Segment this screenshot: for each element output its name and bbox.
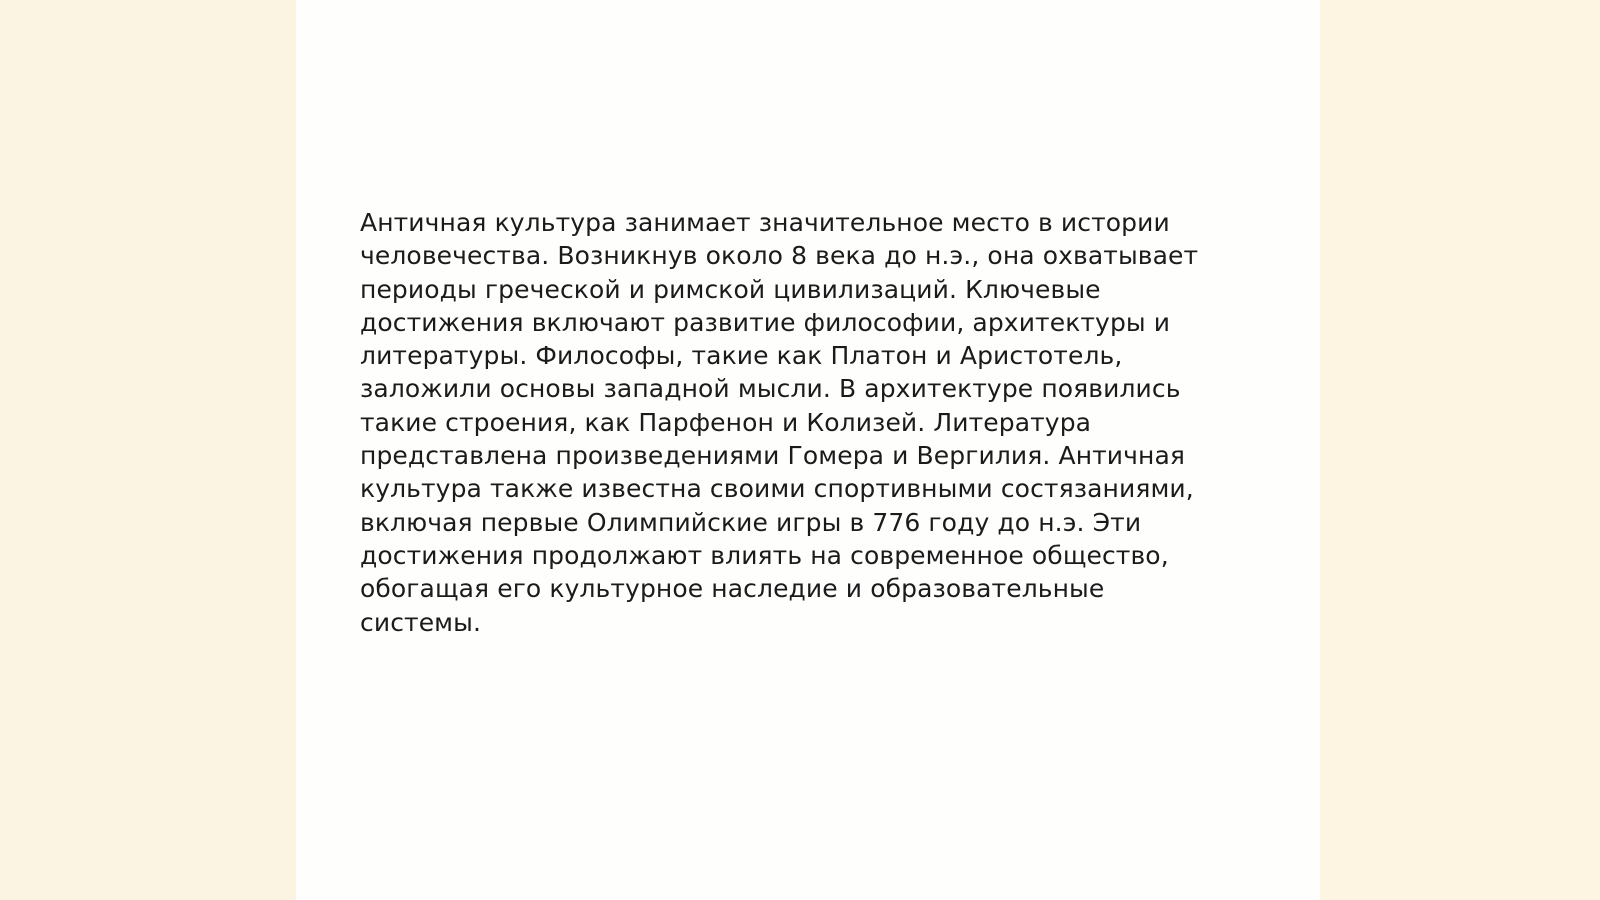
body-line: такие строения, как Парфенон и Колизей. Литература <box>360 407 1092 437</box>
slide-body-text <box>360 206 1240 639</box>
body-line: представлена произведениями Гомера и Вергилия. Античная <box>360 441 1186 471</box>
body-line: включая первые Олимпийские игры в 776 году до н.э. Эти <box>360 507 1142 537</box>
body-line: системы. <box>360 607 482 637</box>
body-line: обогащая его культурное наследие и образовательные <box>360 574 1105 604</box>
right-background-panel <box>1320 0 1600 900</box>
body-line: периоды греческой и римской цивилизаций. Ключевые <box>360 274 1101 304</box>
body-line: заложили основы западной мысли. В архитектуре появились <box>360 374 1181 404</box>
body-line: культура также известна своими спортивными состязаниями, <box>360 474 1194 504</box>
slide <box>296 0 1320 900</box>
body-line: достижения продолжают влиять на современное общество, <box>360 540 1169 570</box>
body-line: достижения включают развитие философии, архитектуры и <box>360 307 1171 337</box>
body-line: человечества. Возникнув около 8 века до н.э., она охватывает <box>360 241 1199 271</box>
body-line: Античная культура занимает значительное место в истории <box>360 208 1170 237</box>
left-background-panel <box>0 0 296 900</box>
body-line: литературы. Философы, такие как Платон и Аристотель, <box>360 341 1123 371</box>
